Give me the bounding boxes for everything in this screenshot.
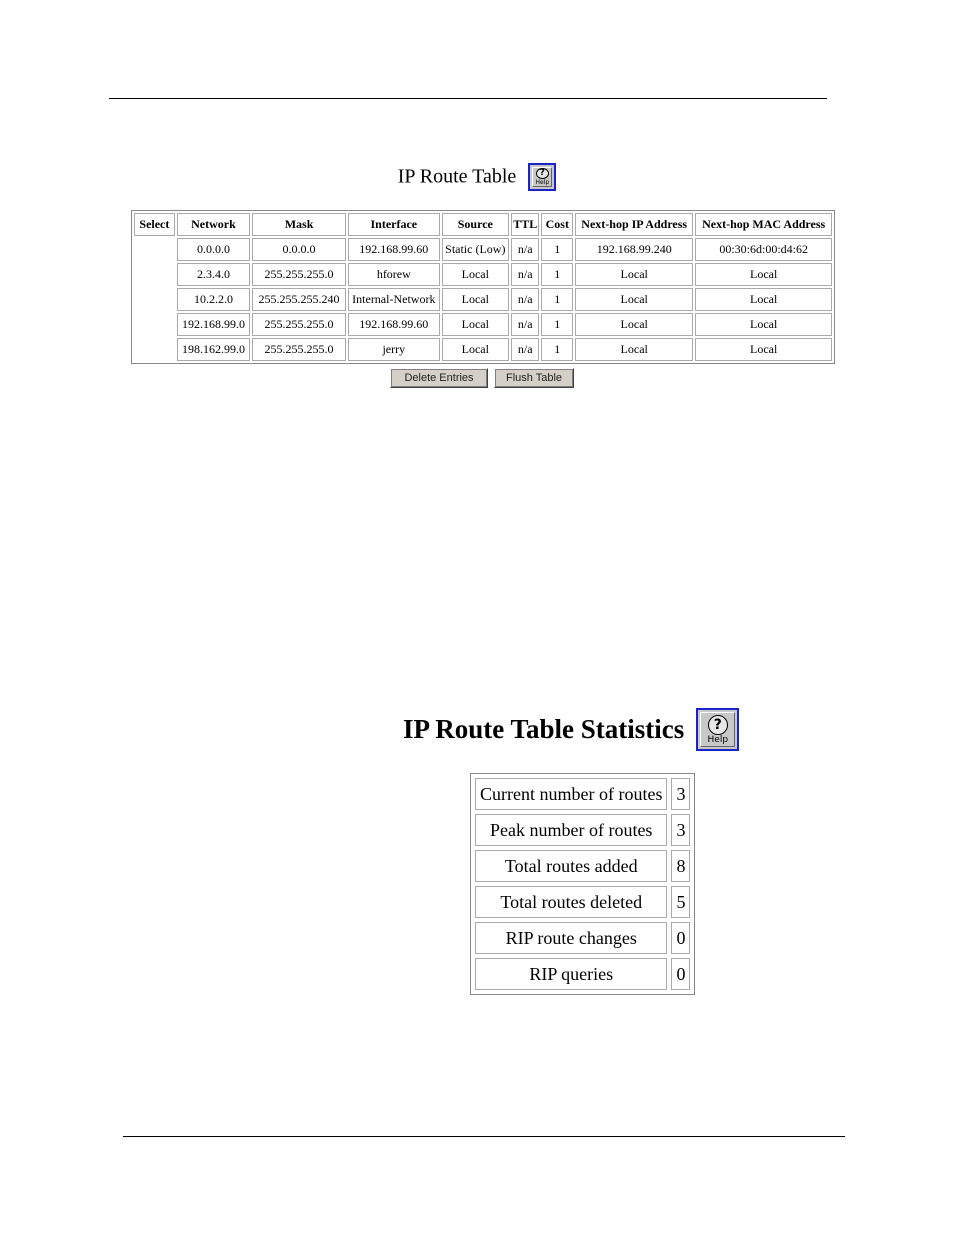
route-table-help-button[interactable]	[528, 163, 556, 191]
statistics-row	[475, 958, 690, 990]
column-header-mask: Mask	[252, 213, 346, 236]
route-table-header-row	[134, 213, 832, 236]
table-row	[134, 313, 832, 336]
source-cell: Local	[442, 313, 509, 336]
statistics-row	[475, 886, 690, 918]
statistics-row	[475, 850, 690, 882]
help-icon: ?	[536, 168, 549, 179]
network-cell: 0.0.0.0	[177, 238, 250, 261]
table-row	[134, 338, 832, 361]
interface-cell: 192.168.99.60	[348, 238, 440, 261]
route-table-title: IP Route Table	[397, 165, 517, 188]
mask-cell: 255.255.255.240	[252, 288, 346, 311]
help-label: Help	[535, 179, 550, 186]
column-header-interface: Interface	[348, 213, 440, 236]
select-cell[interactable]	[134, 263, 175, 286]
next-hop-mac-cell: 00:30:6d:00:d4:62	[695, 238, 832, 261]
next-hop-ip-cell: Local	[575, 313, 693, 336]
top-rule	[109, 98, 827, 99]
statistic-label: Current number of routes	[475, 778, 667, 810]
next-hop-ip-cell: Local	[575, 288, 693, 311]
statistic-label: RIP route changes	[475, 922, 667, 954]
mask-cell: 0.0.0.0	[252, 238, 346, 261]
table-row	[134, 288, 832, 311]
network-cell: 2.3.4.0	[177, 263, 250, 286]
network-cell: 10.2.2.0	[177, 288, 250, 311]
network-cell: 192.168.99.0	[177, 313, 250, 336]
statistic-label: Total routes deleted	[475, 886, 667, 918]
interface-cell: hforew	[348, 263, 440, 286]
select-cell[interactable]	[134, 238, 175, 261]
statistic-value: 8	[671, 850, 690, 882]
statistic-label: RIP queries	[475, 958, 667, 990]
mask-cell: 255.255.255.0	[252, 338, 346, 361]
ttl-cell: n/a	[511, 263, 540, 286]
source-cell: Local	[442, 263, 509, 286]
ttl-cell: n/a	[511, 313, 540, 336]
flush-table-button[interactable]: Flush Table	[494, 368, 574, 388]
mask-cell: 255.255.255.0	[252, 263, 346, 286]
column-header-next-hop-mac: Next-hop MAC Address	[695, 213, 832, 236]
column-header-select: Select	[134, 213, 175, 236]
route-table-header	[0, 163, 954, 191]
ttl-cell: n/a	[511, 288, 540, 311]
statistic-label: Peak number of routes	[475, 814, 667, 846]
table-row	[134, 263, 832, 286]
delete-entries-button[interactable]: Delete Entries	[390, 368, 488, 388]
cost-cell: 1	[541, 338, 573, 361]
select-cell[interactable]	[134, 288, 175, 311]
interface-cell: Internal-Network	[348, 288, 440, 311]
source-cell: Static (Low)	[442, 238, 509, 261]
select-cell[interactable]	[134, 313, 175, 336]
select-cell[interactable]	[134, 338, 175, 361]
column-header-network: Network	[177, 213, 250, 236]
next-hop-ip-cell: Local	[575, 263, 693, 286]
statistics-header	[403, 708, 739, 751]
bottom-rule	[123, 1136, 845, 1137]
source-cell: Local	[442, 338, 509, 361]
interface-cell: 192.168.99.60	[348, 313, 440, 336]
help-icon: ?	[708, 715, 728, 735]
statistics-row	[475, 778, 690, 810]
statistic-value: 3	[671, 778, 690, 810]
ttl-cell: n/a	[511, 238, 540, 261]
next-hop-ip-cell: Local	[575, 338, 693, 361]
next-hop-mac-cell: Local	[695, 263, 832, 286]
route-table	[131, 210, 835, 364]
statistic-value: 3	[671, 814, 690, 846]
column-header-next-hop-ip: Next-hop IP Address	[575, 213, 693, 236]
statistics-row	[475, 922, 690, 954]
help-label: Help	[707, 734, 729, 745]
column-header-source: Source	[442, 213, 509, 236]
statistic-value: 5	[671, 886, 690, 918]
statistics-table	[470, 773, 695, 995]
next-hop-ip-cell: 192.168.99.240	[575, 238, 693, 261]
table-row	[134, 238, 832, 261]
ttl-cell: n/a	[511, 338, 540, 361]
statistic-value: 0	[671, 922, 690, 954]
route-table-actions	[390, 368, 580, 388]
cost-cell: 1	[541, 238, 573, 261]
statistic-label: Total routes added	[475, 850, 667, 882]
statistics-title: IP Route Table Statistics	[403, 714, 685, 744]
network-cell: 198.162.99.0	[177, 338, 250, 361]
cost-cell: 1	[541, 288, 573, 311]
column-header-cost: Cost	[541, 213, 573, 236]
cost-cell: 1	[541, 263, 573, 286]
statistics-row	[475, 814, 690, 846]
column-header-ttl: TTL	[511, 213, 540, 236]
mask-cell: 255.255.255.0	[252, 313, 346, 336]
statistics-help-button[interactable]	[696, 708, 739, 751]
statistic-value: 0	[671, 958, 690, 990]
next-hop-mac-cell: Local	[695, 338, 832, 361]
interface-cell: jerry	[348, 338, 440, 361]
cost-cell: 1	[541, 313, 573, 336]
next-hop-mac-cell: Local	[695, 313, 832, 336]
next-hop-mac-cell: Local	[695, 288, 832, 311]
source-cell: Local	[442, 288, 509, 311]
